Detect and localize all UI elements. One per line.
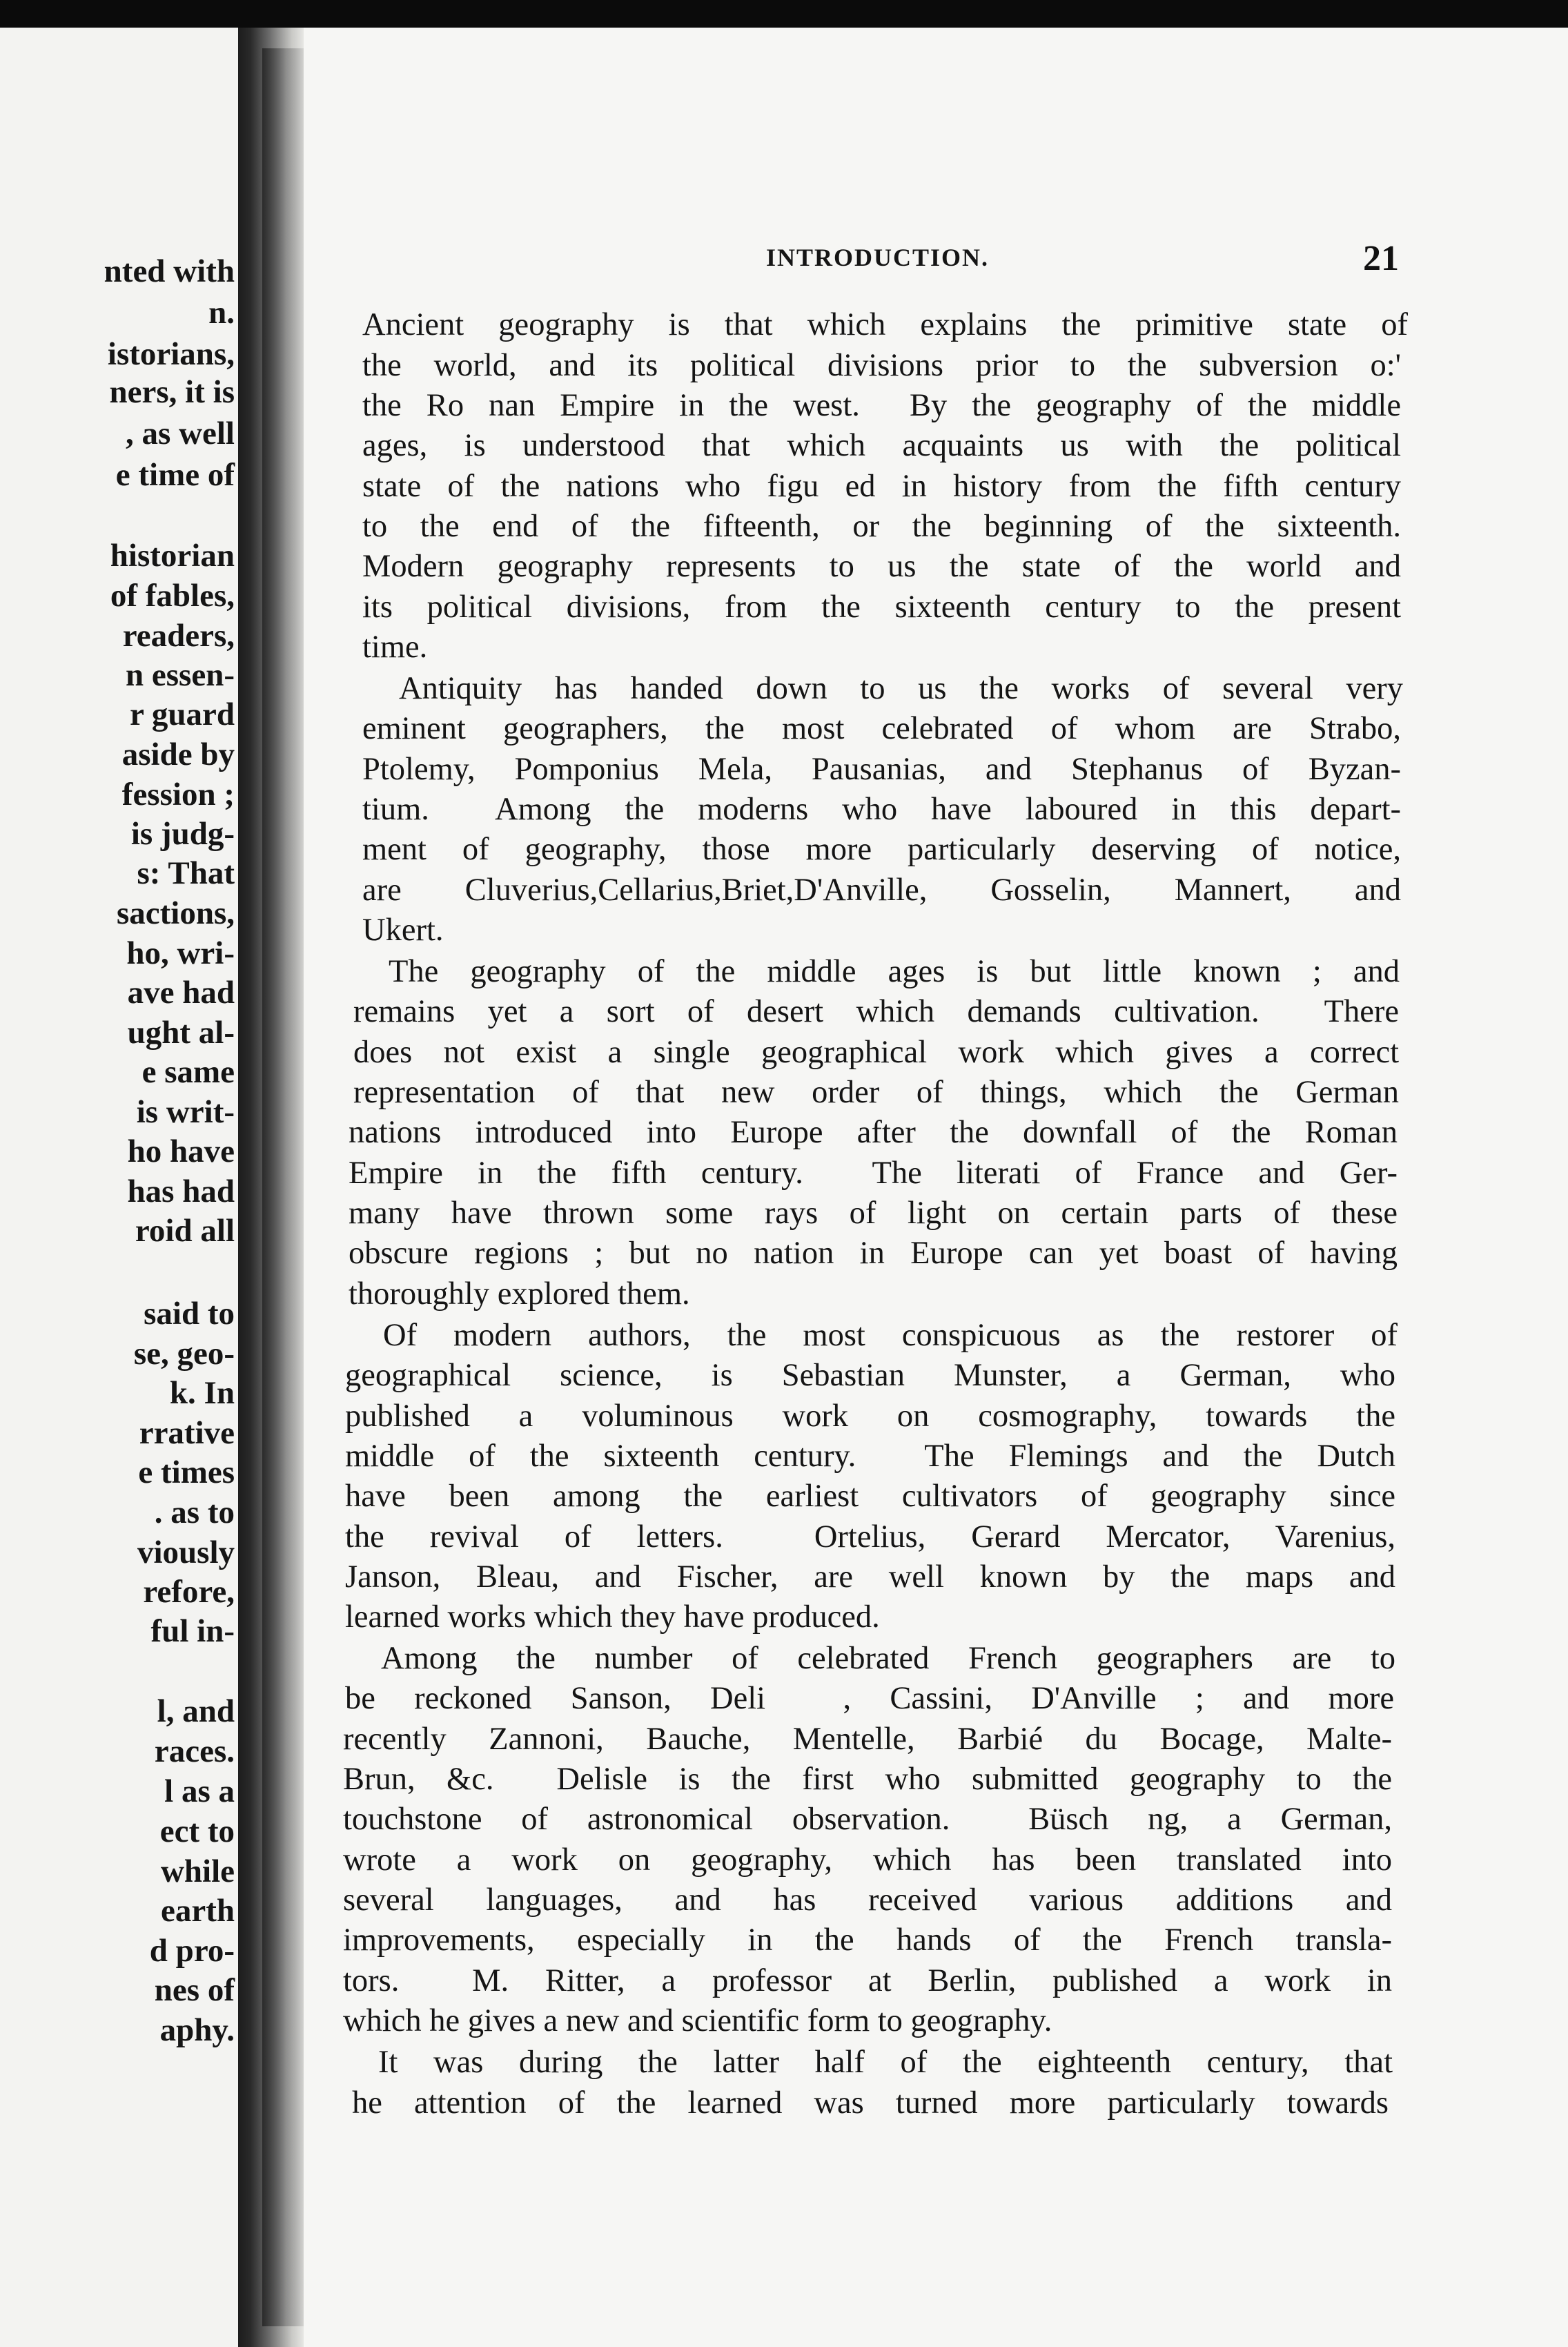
text-line: several languages, and has received various additions and — [343, 1882, 1392, 1918]
text-line: have been among the earliest cultivators of geography since — [345, 1479, 1395, 1514]
text-line: Janson, Bleau, and Fischer, are well known by the maps and — [345, 1559, 1395, 1595]
left-page-line: s: That — [137, 855, 235, 891]
text-line: state of the nations who figu ed in history from the fifth century — [362, 469, 1401, 504]
text-line: middle of the sixteenth century. The Flemings and the Dutch — [345, 1439, 1395, 1474]
left-page-line: ners, it is — [109, 374, 235, 410]
left-page-line: earth — [160, 1893, 235, 1929]
left-page-line: se, geo- — [133, 1336, 235, 1372]
left-page-line: k. In — [169, 1375, 235, 1411]
left-page-line: ful in- — [150, 1613, 235, 1649]
page-number: 21 — [1363, 239, 1399, 278]
text-line: are Cluverius,Cellarius,Briet,D'Anville, Gosselin, Mannert, and — [362, 873, 1401, 908]
left-page-line: refore, — [143, 1574, 235, 1610]
text-line: which he gives a new and scientific form to geography. — [343, 2003, 1052, 2038]
left-page-line: historian — [110, 538, 235, 574]
text-line: the Ro nan Empire in the west. By the geography of the middle — [362, 388, 1401, 423]
text-line: Ukert. — [362, 913, 444, 948]
left-page-line: of fables, — [110, 578, 235, 614]
left-page-line: e time of — [115, 457, 235, 493]
text-line: does not exist a single geographical work which gives a correct — [353, 1035, 1399, 1070]
left-page-line: readers, — [122, 618, 235, 654]
text-line: Antiquity has handed down to us the works of several very — [399, 671, 1403, 706]
text-line: he attention of the learned was turned more particularly towards — [352, 2085, 1389, 2121]
left-page-line: nes of — [154, 1972, 235, 2008]
text-line: Among the number of celebrated French geographers are to — [381, 1641, 1395, 1676]
left-page-line: n. — [208, 295, 235, 331]
left-page-line: ect to — [159, 1813, 235, 1849]
text-line: time. — [362, 630, 428, 665]
left-page-line: sactions, — [116, 895, 235, 931]
text-line: ment of geography, those more particularly deserving of notice, — [362, 832, 1401, 867]
text-line: Brun, &c. Delisle is the first who submitted geography to the — [343, 1762, 1392, 1797]
left-page-line: istorians, — [107, 336, 235, 372]
text-line: nations introduced into Europe after the downfall of the Roman — [349, 1115, 1398, 1150]
left-page-line: ho, wri- — [126, 935, 235, 971]
text-line: tium. Among the moderns who have laboured in this depart- — [362, 792, 1401, 827]
left-page-line: l as a — [164, 1773, 235, 1809]
left-page-line: , as well — [126, 416, 235, 451]
left-page-line: races. — [154, 1733, 235, 1769]
text-line: Empire in the fifth century. The literati of France and Ger- — [349, 1156, 1398, 1191]
left-page-line: aphy. — [159, 2012, 235, 2048]
text-line: to the end of the fifteenth, or the beginning of the sixteenth. — [362, 509, 1401, 544]
left-page-line: roid all — [135, 1213, 235, 1249]
text-line: thoroughly explored them. — [349, 1276, 690, 1312]
left-page-line: l, and — [157, 1693, 235, 1729]
left-page-line: r guard — [130, 697, 235, 732]
text-line: its political divisions, from the sixteenth century to the present — [362, 590, 1401, 625]
left-page-line: . as to — [154, 1494, 235, 1530]
running-head: INTRODUCTION. — [766, 244, 990, 271]
text-line: representation of that new order of things, which the German — [353, 1075, 1399, 1110]
left-page-line: has had — [127, 1174, 235, 1209]
left-page-line: ught al- — [127, 1015, 235, 1051]
text-line: be reckoned Sanson, Deli , Cassini, D'Anville ; and more — [345, 1681, 1394, 1716]
text-line: recently Zannoni, Bauche, Mentelle, Barbié du Bocage, Malte- — [343, 1722, 1392, 1757]
left-page-line: ho have — [127, 1133, 235, 1169]
left-page-line: d pro- — [149, 1933, 235, 1969]
left-page-line: aside by — [121, 737, 235, 772]
text-line: Ancient geography is that which explains the primitive state of — [362, 307, 1408, 342]
text-line: Modern geography represents to us the state of the world and — [362, 549, 1401, 584]
text-line: It was during the latter half of the eighteenth century, that — [378, 2045, 1393, 2080]
text-line: the world, and its political divisions prior to the subversion o:' — [362, 348, 1401, 383]
text-line: Of modern authors, the most conspicuous as the restorer of — [383, 1318, 1398, 1353]
text-line: the revival of letters. Ortelius, Gerard Mercator, Varenius, — [345, 1519, 1395, 1555]
left-page-line: is judg- — [130, 816, 235, 852]
text-line: remains yet a sort of desert which demands cultivation. There — [353, 994, 1399, 1029]
left-page-line: said to — [144, 1296, 235, 1332]
text-line: wrote a work on geography, which has been translated into — [343, 1842, 1392, 1878]
text-line: eminent geographers, the most celebrated of whom are Strabo, — [362, 711, 1401, 746]
text-line: ages, is understood that which acquaints us with the political — [362, 428, 1401, 463]
left-page-line: fession ; — [121, 777, 235, 812]
left-page-line: nted with — [104, 253, 235, 289]
text-line: Ptolemy, Pomponius Mela, Pausanias, and Stephanus of Byzan- — [362, 752, 1401, 787]
text-line: many have thrown some rays of light on certain parts of these — [349, 1196, 1398, 1231]
left-page-fragment — [0, 28, 240, 2347]
left-page-line: e same — [141, 1054, 235, 1090]
left-page-line: n essen- — [126, 657, 235, 693]
left-page-line: is writ- — [136, 1094, 235, 1130]
left-page-line: ave had — [127, 975, 235, 1011]
text-line: obscure regions ; but no nation in Europe can yet boast of having — [349, 1236, 1398, 1271]
text-line: geographical science, is Sebastian Munster, a German, who — [345, 1358, 1395, 1393]
left-page-line: while — [160, 1853, 235, 1889]
left-page-line: viously — [137, 1535, 235, 1570]
text-line: The geography of the middle ages is but little known ; and — [389, 954, 1400, 989]
text-line: published a voluminous work on cosmography, towards the — [345, 1399, 1395, 1434]
left-page-line: e times — [138, 1454, 235, 1490]
left-page-line: rrative — [139, 1415, 235, 1451]
text-line: improvements, especially in the hands of the French transla- — [343, 1922, 1392, 1958]
text-line: learned works which they have produced. — [345, 1599, 880, 1635]
text-line: touchstone of astronomical observation. Büsch ng, a German, — [343, 1802, 1392, 1837]
text-line: tors. M. Ritter, a professor at Berlin, published a work in — [343, 1963, 1392, 1998]
